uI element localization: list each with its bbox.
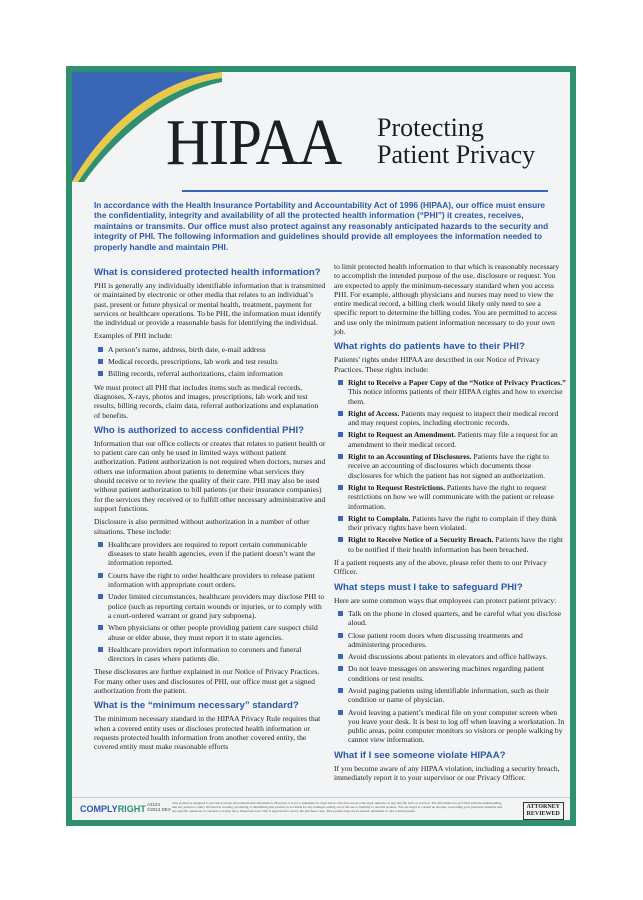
poster-frame [66,66,576,826]
right-column [334,262,566,786]
title-divider [182,190,548,192]
list-item: Avoid paging patients using identifiable information, such as their condition or name of physician. [334,686,566,705]
list-item: Do not leave messages on answering machines regarding patient conditions or test results. [334,664,566,683]
page-title: HIPAA [166,106,342,179]
paragraph: Here are some common ways that employees can protect patient privacy: [334,595,557,605]
paragraph: to limit protected health information to that which is reasonably necessary to accomplish the intended purpose of the use, disclosure or request. You are expected to apply the minimum-necessary standard when you access PHI. For example, although physicians and nurses may need to view the entire medical record, a billing clerk would likely only need to see a specific report to determine the billing codes. You are permitted to access and use only the minimum patient information necessary to do your own job. [334,262,560,337]
fine-print: This product is designed to provide accurate and authoritative information. However, it is not a substitute for legal advice and does not provide legal opinions on any specific facts or services. The information is provided with the understanding that any person or entity involved in creating, producing or distributing this product is not liable for any damages arising out of the use or inability to use this product. You are urged to consult an attorney concerning your particular situation and any specific questions or concerns you may have. Important note: This is approved for use by the purchaser only. This product may not be shared, published or sold to third parties. [172,801,503,813]
subtitle-line-1: Protecting [377,113,484,142]
list-item: Right to Receive a Paper Copy of the “Notice of Privacy Practices.” This notice informs patients of their HIPAA rights and how to exercise them. [334,378,566,406]
list-item: Talk on the phone in closed quarters, and be careful what you disclose aloud. [334,609,566,628]
paragraph: If you become aware of any HIPAA violation, including a security breach, immediately report it to your supervisor or our Privacy Officer. [334,763,560,783]
list-item: Courts have the right to order healthcare providers to release patient information with appropriate court orders. [94,571,326,590]
list-item: Right to Receive Notice of a Security Breach. Patients have the right to be notified if their health information has been breached. [334,535,566,554]
poster-footer [72,797,570,820]
paragraph: Disclosure is also permitted without authorization in a number of other situations. These include: [94,517,310,536]
list-item: Under limited circumstances, healthcare providers may disclose PHI to police (such as reporting certain wounds or injuries, or to comply with a court-ordered warrant or grand jury subpoena). [94,592,326,620]
list-item: Right to Request an Amendment. Patients may file a request for an amendment to their medical record. [334,430,566,449]
list-item: When physicians or other people providing patient care suspect child abuse or elder abuse, they must report it to state agencies. [94,623,326,642]
list-item: Right to an Accounting of Disclosures. Patients have the right to receive an accounting of disclosures which documents those disclosures for which the patient has not signed an authorization. [334,452,566,480]
paragraph: We must protect all PHI that includes items such as medical records, diagnoses, X-rays, photos and images, prescriptions, lab work and test results, billing records, claim data, referral authorizations and explanation of benefits. [94,382,319,420]
list-item: Right of Access. Patients may request to inspect their medical record and may request copies, including electronic records. [334,409,566,428]
list-item: Avoid discussions about patients in elevators and office hallways. [334,652,566,661]
section-heading-what-is-phi: What is considered protected health information? [94,267,321,278]
paragraph: These disclosures are further explained in our Notice of Privacy Practices. For many other uses and disclosures of PHI, our office must get a signed authorization from the patient. [94,667,320,695]
phi-examples-list [94,345,326,379]
list-item: Right to Request Restrictions. Patients have the right to request restrictions on how we will communicate with the patient or release information. [334,483,566,511]
safeguard-list [334,609,566,745]
product-code: A2124 ©2013 DEX [147,802,171,812]
list-item: Healthcare providers are required to report certain communicable diseases to state health agencies, even if the patient doesn’t want the information reported. [94,540,326,568]
list-item: Healthcare providers report information to coroners and funeral directors in cases where patients die. [94,645,326,664]
list-item: Billing records, referral authorizations, claim information [94,369,326,378]
intro-paragraph: In accordance with the Health Insurance Portability and Accountability Act of 1996 (HIPAA), our office must ensure the confidentiality, integrity and availability of all the protected health information (“PHI”) it creates, receives, maintains or transmits. Our office must also protect against any reasonably anticipated hazards to the security and integrity of PHI. The following information and guidelines should provide all employees the information needed to properly handle and maintain PHI. [94,200,549,252]
poster-body [72,72,570,820]
list-item: A person’s name, address, birth date, e-mail address [94,345,326,354]
list-item: Right to Complain. Patients have the right to complain if they think their privacy rights have been violated. [334,514,566,533]
paragraph: PHI is generally any individually identifiable information that is transmitted or maintained by electronic or other media that relates to an individual’s past, present or future physical or mental health, treatment, payment for services or healthcare operations. To be PHI, the information must identify the individual or provide a reasonable basis for identifying the individual. [94,281,326,328]
paragraph: Patients’ rights under HIPAA are described in our Notice of Privacy Practices. These rights include: [334,355,540,374]
section-heading-who-is-authorized: Who is authorized to access confidential PHI? [94,424,305,436]
subtitle-line-2: Patient Privacy [377,140,536,169]
paragraph: Examples of PHI include: [94,331,173,341]
page-subtitle [377,114,535,168]
section-heading-safeguard-steps: What steps must I take to safeguard PHI? [334,581,523,593]
attorney-reviewed-badge: ATTORNEY REVIEWED [523,802,564,820]
disclosure-list [94,540,326,664]
section-heading-minimum-necessary: What is the “minimum necessary” standard? [94,700,299,712]
list-item: Close patient room doors when discussing treatments and administering procedures. [334,631,566,650]
paragraph: Information that our office collects or creates that relates to patient health or to patient care can only be used in limited ways without patient authorization. Patient authorization is not required when doctors, nurses and others use information about patients to determine what services they should receive or to review the quality of their care. PHI may also be used without patient authorization to bill patients (or their insurance companies) for the services they received or to fulfill other necessary administrative and support functions. [94,438,326,513]
paragraph: If a patient requests any of the above, please refer them to our Privacy Officer. [334,558,547,577]
complyright-logo: COMPLYRIGHT [80,804,146,814]
section-heading-patient-rights: What rights do patients have to their PHI? [334,341,525,353]
list-item: Avoid leaving a patient’s medical file on your computer screen when you leave your desk. It is best to log off when leaving a workstation. In public areas, point computer monitors so visitors or people walking by cannot view information. [334,708,566,745]
left-column [94,262,326,755]
paragraph: The minimum necessary standard in the HIPAA Privacy Rule requires that when a covered entity uses or discloses protected health information or requests protected health information from another covered entity, the covered entity must make reasonable efforts [94,714,321,752]
rights-list [334,378,566,554]
list-item: Medical records, prescriptions, lab work and test results [94,357,326,366]
section-heading-violation: What if I see someone violate HIPAA? [334,749,506,761]
